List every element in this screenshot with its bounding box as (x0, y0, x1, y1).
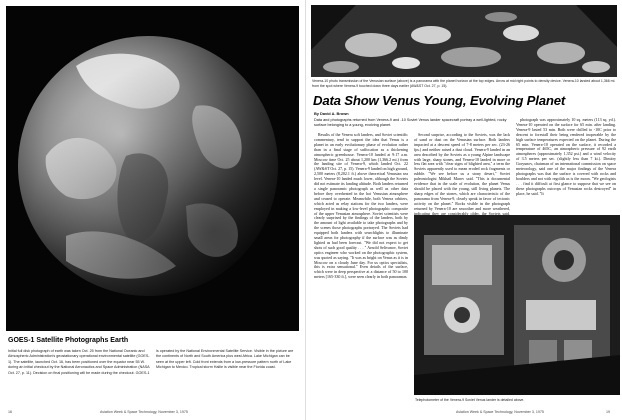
article-byline: By David A. Brown (314, 111, 349, 116)
panorama-image (311, 5, 617, 77)
telephotometer-image (414, 215, 620, 395)
article-headline: Data Show Venus Young, Evolving Planet (313, 93, 566, 108)
column-2-text: Second surprise, according to the Soviets, was the lack of sand or dust on the Venusian surface. Both landers impacted at a descent speed of 7-8 meters per sec. (23-26 fps.) and neither raised a dust cloud. Venera-9 landed in an area described by the Soviets as a young Alpine landscape with large, sharp stones, and Venera-10 landed in more or less flat area with "clear signs of blighted area," a term the Soviets apparently used to mean eroded rock fragments or rubble. "We see before us a stony desert," Soviet paleontologist Mikhail Marov said. "This is documental evidence that in the scale of evolution, the planet Venus should be placed with the young, still living planets. The sharp edges of the stones, which are characteristic of the panorama from Venera-9, clearly speak in favor of tectonic activity on the planet." Rocks visible in the photograph returned by Venera-10 are smoother and more weathered, indicating they are considerably older, the Soviets said. (414, 133, 510, 216)
right-page (306, 0, 622, 420)
footer-right: Aviation Week & Space Technology, November 3, 1975 (456, 410, 544, 414)
venus-surface-panorama (311, 5, 617, 77)
earth-globe-image (6, 6, 299, 331)
page-folio-right: 19 (606, 410, 610, 414)
column-3-text: photograph was approximately 10 sq. meters (113 sq. yd.). Venera-10 operated on the surface for 65 min. after landing. Venera-9 lasted 53 min. Both were chilled to -10C prior to descent to forestall their being rendered inoperable by the high surface temperatures expected on the planet. During the 65 min. Venera-10 operated on the surface, it recorded a temperature of 465C, an atmospheric pressure of 92 earth atmospheres (approximately 1,352 psi.) and a wind velocity of 3.5 meters per sec. (slightly less than 7 kt.). Dimitry Goryunov, chairman of an international commission on space meteorology, said one of the major findings of the Venera photographs was that the surface is covered with rocks and boulders and not with regolith as is the moon. "We geologists . . . find it difficult at first glance to suppose that we see on these photographs outcrops of Venusian rocks destroyed" in place, he said. "It (516, 118, 616, 196)
footer-left: Aviation Week & Space Technology, November 3, 1975 (100, 410, 188, 414)
panorama-caption: Venera-10 photo transmission of the Venusian surface (above) is a panorama with the planet horizon at the top edges. Arrow at mid right points to density device. Venera-10 landed about 1,366 mi. from the spot where Venera-9 touched down three days earlier (AW&ST Oct. 27, p. 15). (312, 79, 616, 88)
page-folio-left: 16 (8, 410, 12, 414)
column-1-text: Results of the Venera soft landers, and Soviet scientific commentary, tend to support the idea that Venus is a planet in an early evolutionary phase of evolution rather than in a final stage of suffocation as a thickening atmospheric greenhouse. Venera-10 landed at 9:17 a.m. Moscow time Oct. 25 about 1,200 km (1,366.2 mi.) from the landing site of Venera-9, which landed Oct. 22 (AW&ST Oct. 27, p. 15). Venera-9 landed on high ground, 2,500 meters (8,202.1 ft.) above theoretical Venusian sea level. Venera-10 landed much lower, although the Soviets did not estimate its landing altitude. Both landers returned a single panoramic photograph as well as other data before they overheated in the hot Venusian atmosphere and ceased to operate. Meanwhile, both Venera orbiters, which acted as relay stations for the two landers, were employed in making a low-level photographic composite of the upper Venusian atmosphere. Soviet scientists were clearly surprised by the findings of the landers, both by the amount of light available to take photographs and by the scenes those photographs portrayed. The Soviets had equipped both landers with searchlights to illuminate small areas for photography if the surface was as dimly lighted as had been forecast. "We did not expect to get shots of such good quality . . . " Arnold Selivanov, Soviet optics engineer who worked on the photographic system, was quoted as saying. "It was as bright on Venus as it is in Moscow on a cloudy June day. For us optics specialists, this is extra sensational." Even details of the surface, which were in deep perspective at a distance of 50 to 100 meters [165-330 ft.], were seen clearly in both panoramas. (314, 133, 408, 280)
left-page (0, 0, 306, 420)
caption-title: GOES-1 Satellite Photographs Earth (8, 337, 129, 344)
article-deck: Data and photographs returned from Venera-9 and -10 Soviet Venus lander spacecraft portray a well-lighted, rocky surface belonging to a young, evolving planet. (314, 118, 507, 127)
earth-photograph (6, 6, 299, 331)
photo-credit: —Wide World (593, 74, 614, 78)
telephotometer-photo (414, 215, 620, 395)
article-column-1 (314, 133, 408, 415)
caption-body: Initial full disk photograph of earth was taken Oct. 25 from the National Oceanic and Atmospheric Administration's geostationary operational environmental satellite (GOES-1). The satellite, launched Oct. 16, has been positioned over the equator near 55 W. during an initial checkout by the National Aeronautics and Space Administration (NASA Oct. 27, p. 11). Decision on final positioning will be made during the checkout. GOES-1 is operated by the National Environmental Satellite Service. Visible in the picture are the continents of North and South America plus west Africa. Lake Michigan can be seen at the upper left. Cold front extends from a low-pressure pattern north of Lake Michigan to Mexico. Tropical storm Hallie is visible near the Florida coast. (8, 349, 294, 375)
telephotometer-caption: Telephotometer of the Venera-9 Soviet Venus lander is detailed above. (415, 398, 525, 402)
